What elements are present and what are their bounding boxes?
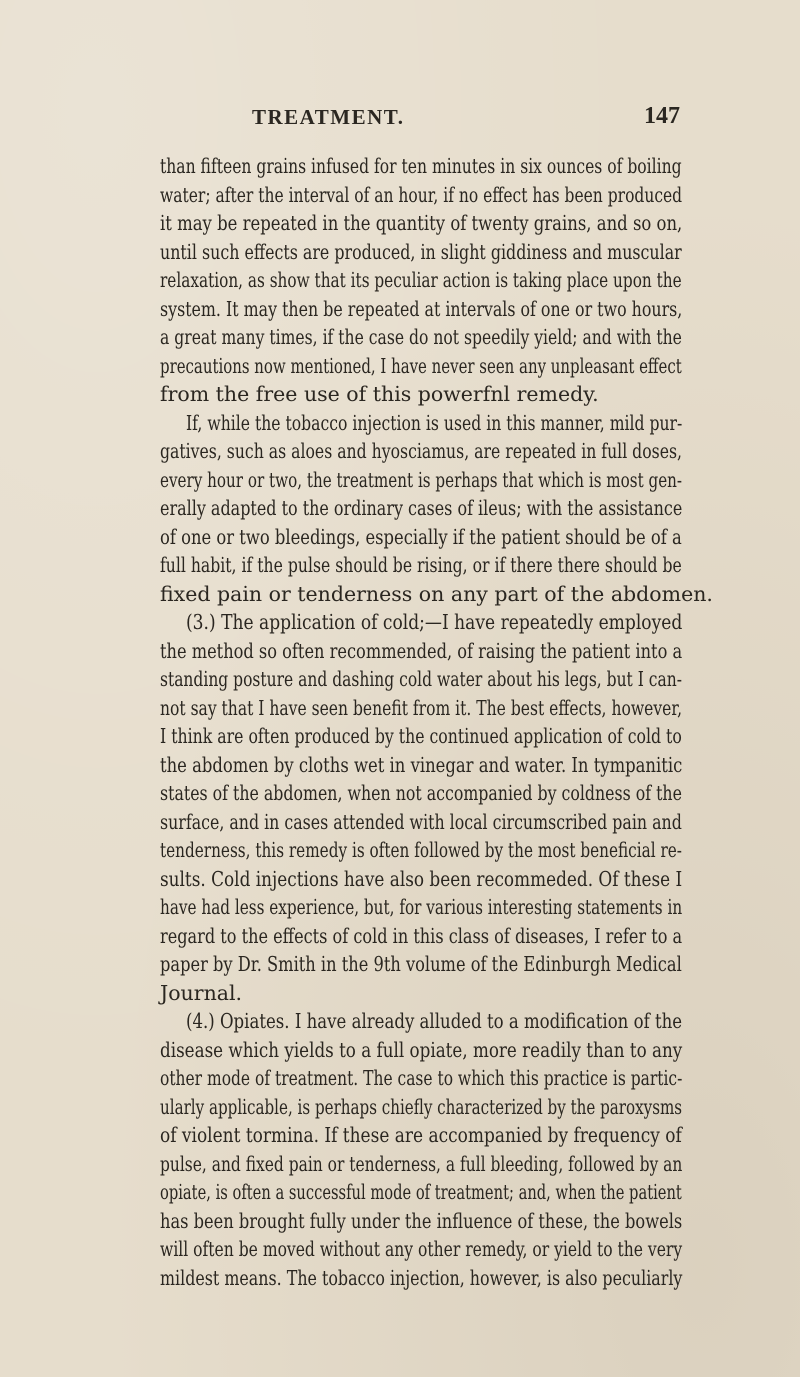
text-line: (3.) The application of cold;—I have repeatedly employed [186, 610, 683, 634]
page-number: 147 [644, 103, 680, 129]
text-line: regard to the effects of cold in this class of diseases, I refer to a [160, 923, 683, 948]
text-line: precautions now mentioned, I have never seen any unpleasant effect [160, 353, 682, 378]
text-line: ularly applicable, is perhaps chiefly characterized by the paroxysms [160, 1094, 683, 1119]
text-line: full habit, if the pulse should be rising, or if there there should be [160, 553, 682, 577]
text-line: have had less experience, but, for various interesting statements in [160, 895, 683, 919]
text-line: paper by Dr. Smith in the 9th volume of the Edinburgh Medical [160, 952, 682, 976]
text-line: states of the abdomen, when not accompanied by coldness of the [160, 781, 682, 805]
text-line: opiate, is often a successful mode of treatment; and, when the patient [160, 1180, 682, 1204]
text-line: from the free use of this powerfnl remedy. [160, 382, 599, 406]
text-line: fixed pain or tenderness on any part of the abdomen. [160, 581, 713, 606]
text-line: sults. Cold injections have also been recommeded. Of these I [160, 866, 683, 891]
text-line: tenderness, this remedy is often followed by the most beneficial re- [160, 838, 682, 862]
page-header [160, 105, 680, 135]
text-line: Journal. [160, 980, 243, 1005]
text-line: a great many times, if the case do not speedily yield; and with the [160, 325, 682, 349]
text-line: the abdomen by cloths wet in vinegar and water. In tympanitic [160, 752, 683, 777]
running-head: TREATMENT. [252, 105, 405, 129]
text-line: will often be moved without any other remedy, or yield to the very [160, 1237, 683, 1261]
text-line: pulse, and fixed pain or tenderness, a full bleeding, followed by an [160, 1151, 683, 1176]
text-line: of violent tormina. If these are accompanied by frequency of [160, 1123, 682, 1147]
text-line: relaxation, as show that its peculiar action is taking place upon the [160, 268, 682, 292]
text-line: every hour or two, the treatment is perhaps that which is most gen- [160, 467, 683, 492]
text-line: I think are often produced by the continued application of cold to [160, 724, 682, 748]
text-line: water; after the interval of an hour, if no effect has been produced [160, 182, 683, 207]
text-line: the method so often recommended, of raising the patient into a [160, 638, 683, 663]
text-line: surface, and in cases attended with local circumscribed pain and [160, 809, 682, 834]
text-line: has been brought fully under the influence of these, the bowels [160, 1208, 683, 1233]
text-line: system. It may then be repeated at intervals of one or two hours, [160, 296, 683, 321]
text-line: it may be repeated in the quantity of twenty grains, and so on, [160, 211, 683, 235]
text-line: standing posture and dashing cold water about his legs, but I can- [160, 667, 682, 691]
text-line: (4.) Opiates. I have already alluded to a modification of the [186, 1009, 683, 1033]
text-line: erally adapted to the ordinary cases of ileus; with the assistance [160, 496, 683, 520]
text-line: other mode of treatment. The case to which this practice is partic- [160, 1066, 683, 1090]
text-line: until such effects are produced, in slight giddiness and muscular [160, 239, 682, 264]
text-line: not say that I have seen benefit from it. The best effects, however, [160, 695, 683, 720]
text-line: gatives, such as aloes and hyosciamus, are repeated in full doses, [160, 439, 682, 463]
text-line: than fifteen grains infused for ten minutes in six ounces of boiling [160, 154, 682, 178]
text-line: mildest means. The tobacco injection, however, is also peculiarly [160, 1265, 683, 1290]
text-line: of one or two bleedings, especially if the patient should be of a [160, 524, 682, 549]
text-line: disease which yields to a full opiate, more readily than to any [160, 1037, 683, 1062]
text-line: If, while the tobacco injection is used in this manner, mild pur- [186, 410, 683, 435]
